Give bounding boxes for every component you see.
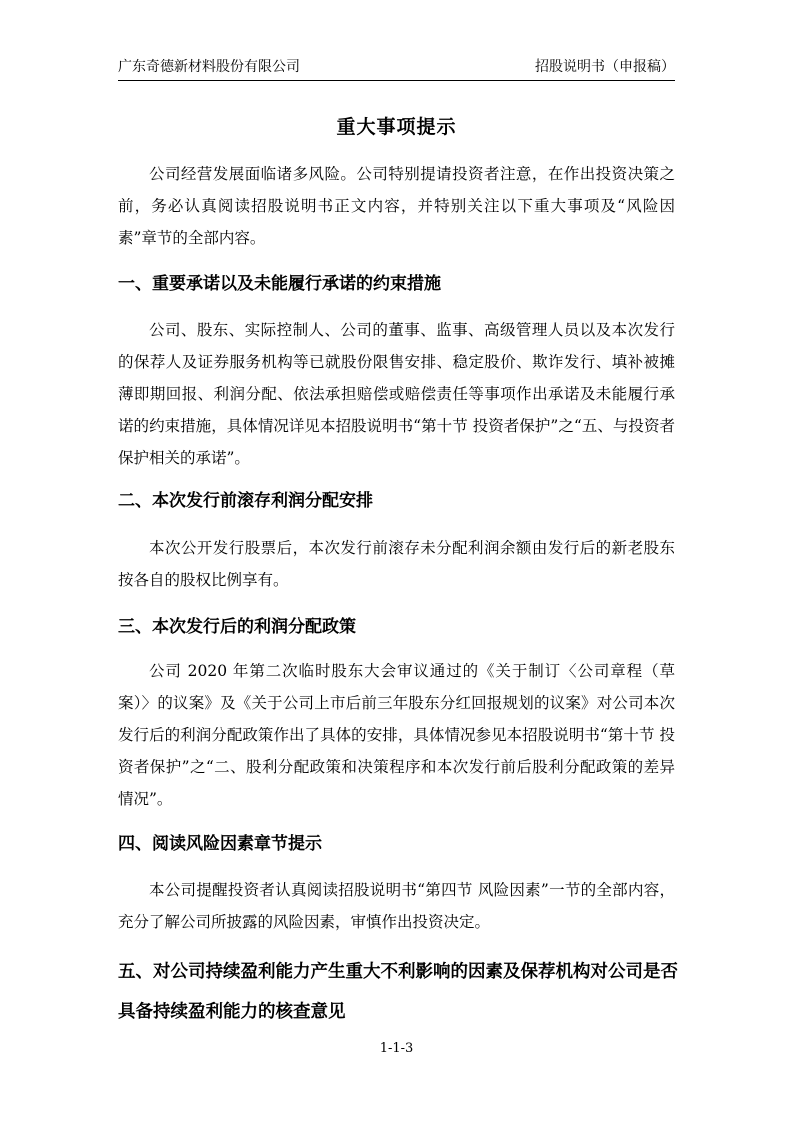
- section-5-heading: 五、对公司持续盈利能力产生重大不利影响的因素及保荐机构对公司是否具备持续盈利能力的核查意见: [118, 962, 678, 1022]
- section-4-body: 本公司提醒投资者认真阅读招股说明书“第四节 风险因素”一节的全部内容，充分了解公司所披露的风险因素，审慎作出投资决定。: [118, 881, 675, 931]
- header-divider: [118, 80, 675, 81]
- page-number: 1-1-3: [379, 1041, 414, 1056]
- section-2-body: 本次公开发行股票后，本次发行前滚存未分配利润余额由发行后的新老股东按各自的股权比例享有。: [118, 539, 675, 589]
- section-3-body: 公司 2020 年第二次临时股东大会审议通过的《关于制订〈公司章程（草案）〉的议案》及《关于公司上市后前三年股东分红回报规划的议案》对公司本次发行后的利润分配政策作出了具体的安排，具体情况参见本招股说明书“第十节 投资者保护”之“二、股利分配政策和决策程序和本次发行前后股利分配政策的差异情况”。: [118, 662, 675, 808]
- page-title: 重大事项提示: [336, 116, 457, 138]
- page-header: [118, 56, 675, 78]
- intro-paragraph: 公司经营发展面临诸多风险。公司特别提请投资者注意，在作出投资决策之前，务必认真阅读招股说明书正文内容，并特别关注以下重大事项及“风险因素”章节的全部内容。: [118, 165, 675, 247]
- header-doc-type: 招股说明书（申报稿）: [535, 59, 675, 75]
- section-1-heading: 一、重要承诺以及未能履行承诺的约束措施: [118, 274, 441, 294]
- section-4-heading: 四、阅读风险因素章节提示: [118, 834, 322, 854]
- section-3-heading: 三、本次发行后的利润分配政策: [118, 617, 356, 637]
- section-1-body: 公司、股东、实际控制人、公司的董事、监事、高级管理人员以及本次发行的保荐人及证券服务机构等已就股份限售安排、稳定股价、欺诈发行、填补被摊薄即期回报、利润分配、依法承担赔偿或赔偿责任等事项作出承诺及未能履行承诺的约束措施，具体情况详见本招股说明书“第十节 投资者保护”之“五、与投资者保护相关的承诺”。: [118, 321, 675, 467]
- header-company: 广东奇德新材料股份有限公司: [118, 59, 300, 75]
- section-2-heading: 二、本次发行前滚存利润分配安排: [118, 491, 373, 511]
